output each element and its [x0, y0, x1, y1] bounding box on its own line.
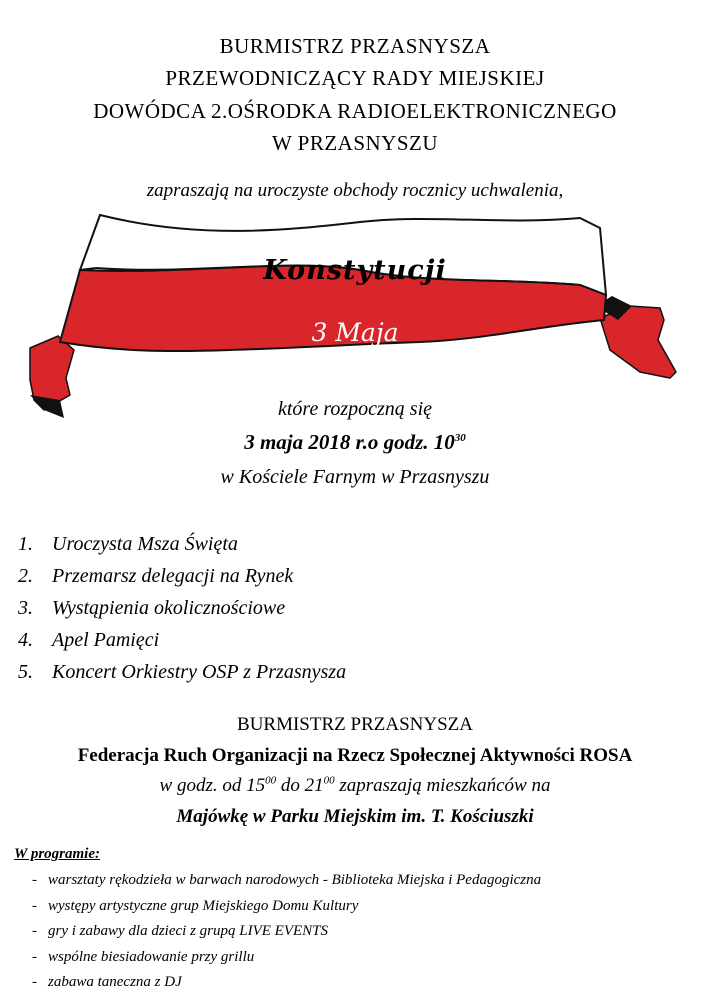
- hours-from-text: w godz. od 15: [159, 775, 266, 796]
- start-text: które rozpoczną się: [277, 398, 433, 420]
- hours-from-minutes: 00: [265, 774, 277, 787]
- program-item-number: 1.: [18, 533, 33, 555]
- federation-name: Federacja Ruch Organizacji na Rzecz Społecznej Aktywności ROSA: [77, 745, 633, 766]
- event-item: [0, 945, 541, 971]
- event-hours: [0, 775, 710, 797]
- program-item: [0, 624, 346, 656]
- majowka-event: Majówkę w Parku Miejskim im. T. Kościuszki: [176, 806, 534, 827]
- program-item: [0, 592, 346, 624]
- program-item-number: 2.: [18, 565, 33, 587]
- program-item-number: 5.: [18, 661, 33, 683]
- header-line-2: PRZEWODNICZĄCY RADY MIEJSKIEJ: [165, 66, 545, 90]
- hours-to-text: do 21: [276, 775, 324, 796]
- program-item-text: Wystąpienia okolicznościowe: [52, 597, 286, 619]
- program-item-text: Przemarsz delegacji na Rynek: [52, 565, 294, 587]
- events-list: [0, 868, 541, 996]
- event-bullet: -: [32, 974, 37, 990]
- event-bullet: -: [32, 948, 37, 965]
- program-item-number: 3.: [18, 597, 33, 619]
- second-title: BURMISTRZ PRZASNYSZA: [237, 714, 473, 735]
- event-bullet: -: [32, 923, 37, 939]
- program-list: [0, 528, 346, 688]
- event-item-text: warsztaty rękodzieła w barwach narodowych - Biblioteka Miejska i Pedagogiczna: [48, 872, 542, 888]
- program-item: [0, 560, 346, 592]
- banner-title: Konstytucji: [263, 255, 447, 286]
- event-item: [0, 919, 541, 945]
- header-line-4: W PRZASNYSZU: [271, 131, 439, 155]
- header-line-3: DOWÓDCA 2.OŚRODKA RADIOELEKTRONICZNEGO: [93, 99, 617, 123]
- program-item-text: Uroczysta Msza Święta: [52, 533, 238, 555]
- invitation-intro: zapraszają na uroczyste obchody rocznicy uchwalenia,: [146, 180, 564, 201]
- event-date-minutes: 30: [454, 432, 466, 444]
- event-item-text: występy artystyczne grup Miejskiego Domu Kultury: [48, 897, 359, 914]
- event-item-text: wspólne biesiadowanie przy grillu: [48, 948, 255, 965]
- header-line-1: BURMISTRZ PRZASNYSZA: [219, 34, 491, 58]
- program-item-text: Apel Pamięci: [52, 629, 160, 651]
- hours-to-minutes: 00: [323, 774, 335, 787]
- event-item-text: zabawa taneczna z DJ: [48, 974, 182, 990]
- event-date: [0, 430, 710, 455]
- program-item-number: 4.: [18, 629, 33, 651]
- event-bullet: -: [32, 897, 37, 914]
- hours-invite-text: zapraszają mieszkańców na: [334, 775, 551, 796]
- program-item: [0, 528, 346, 560]
- event-date-main: 3 maja 2018 r.o godz. 10: [244, 430, 455, 454]
- event-item-text: gry i zabawy dla dzieci z grupą LIVE EVENTS: [48, 923, 328, 939]
- event-item: [0, 868, 541, 894]
- event-place: w Kościele Farnym w Przasnyszu: [220, 466, 490, 488]
- event-bullet: -: [32, 872, 37, 888]
- program-label: W programie:: [14, 846, 100, 862]
- program-item-text: Koncert Orkiestry OSP z Przasnysza: [52, 661, 347, 683]
- event-item: [0, 894, 541, 920]
- event-item: [0, 970, 541, 996]
- banner-subtitle: 3 Maja: [311, 318, 399, 347]
- program-item: [0, 656, 346, 688]
